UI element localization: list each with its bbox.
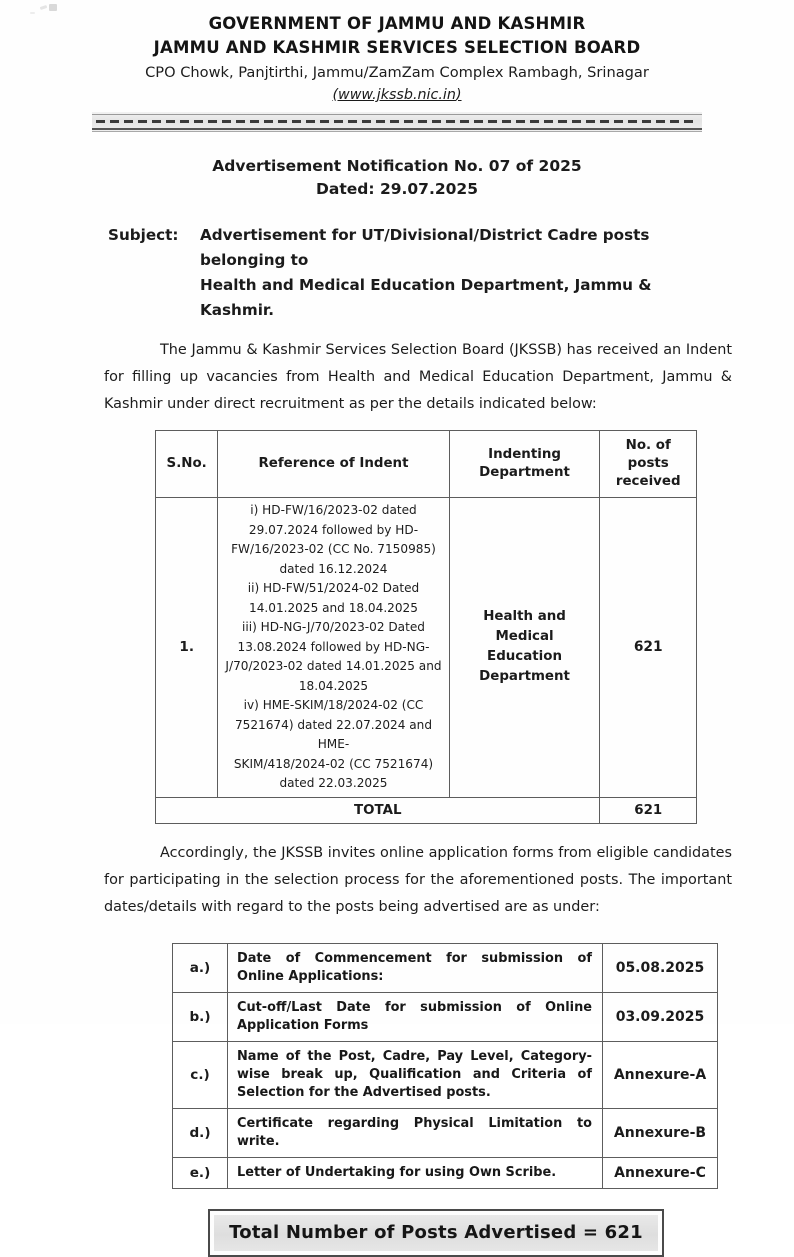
header-posts-line2: received [615,474,681,489]
department-line: Education [487,649,563,665]
table-row [173,1108,718,1157]
paren-close: ) [455,87,462,103]
table-row [173,1157,718,1188]
subject-block [0,223,794,323]
row-value: Annexure-C [603,1157,718,1188]
website-link[interactable]: www.jkssb.nic.in [338,87,456,103]
header-indenting-department-line1: Indenting [488,447,561,462]
row-description: Certificate regarding Physical Limitation to write. [228,1108,603,1157]
subject-text-line2: Health and Medical Education Department, Jammu & Kashmir. [200,276,652,319]
cell-reference-of-indent [218,498,449,798]
reference-line: iii) HD-NG-J/70/2023-02 Dated [242,620,425,634]
reference-line: i) HD-FW/16/2023-02 dated [250,503,417,517]
total-posts-text: Total Number of Posts Advertised = 621 [229,1221,643,1243]
divider-dashed-line [96,120,698,123]
row-description: Name of the Post, Cadre, Pay Level, Category-wise break up, Qualification and Criteria of Selection for the Advertised posts. [228,1041,603,1108]
divider-line-top [92,114,702,115]
accordingly-paragraph: Accordingly, the JKSSB invites online application forms from eligible candidates for participating in the selection process for the aforementioned posts. The important dates/details with regard to the posts being advertised are as under: [104,844,732,915]
row-value: 05.08.2025 [603,943,718,992]
reference-line: iv) HME-SKIM/18/2024-02 (CC [243,698,424,712]
organization-name-line1: GOVERNMENT OF JAMMU AND KASHMIR [208,14,586,33]
notification-date: Dated: 29.07.2025 [316,180,478,198]
reference-line: FW/16/2023-02 (CC No. 7150985) [231,542,436,556]
letterhead [0,0,794,106]
header-indenting-department [449,431,600,498]
row-key: a.) [173,943,228,992]
reference-line: dated 16.12.2024 [279,561,388,576]
notification-heading [0,154,794,201]
indent-table-total-row [156,797,697,823]
indent-table-header-row [156,431,697,498]
row-value: 03.09.2025 [603,992,718,1041]
reference-line: 18.04.2025 [298,678,369,693]
row-description: Date of Commencement for submission of Online Applications: [228,943,603,992]
header-posts-line1: No. of posts [625,438,671,471]
header-no-of-posts-received [600,431,697,498]
scan-artifact [49,4,57,11]
indent-table [155,430,697,824]
row-description: Letter of Undertaking for using Own Scribe. [228,1157,603,1188]
reference-line: 14.01.2025 and 18.04.2025 [249,600,418,615]
total-value: 621 [600,797,697,823]
total-posts-box-inner [214,1215,658,1251]
row-value: Annexure-A [603,1041,718,1108]
divider-line-bottom [92,128,702,130]
reference-line: dated 22.03.2025 [279,776,388,790]
cell-sno: 1. [156,498,218,798]
row-key: c.) [173,1041,228,1108]
cell-indenting-department [449,498,600,798]
intro-paragraph: The Jammu & Kashmir Services Selection Board (JKSSB) has received an Indent for filling up vacancies from Health and Medical Education Department, Jammu & Kashmir under direct recruitment as per the details indicated below: [104,342,732,412]
decorative-divider [92,112,702,132]
department-line: Department [479,669,570,685]
office-address: CPO Chowk, Panjtirthi, Jammu/ZamZam Complex Rambagh, Srinagar [145,64,649,81]
header-sno: S.No. [156,431,218,498]
reference-line: ii) HD-FW/51/2024-02 Dated [247,581,420,595]
table-row [173,992,718,1041]
reference-line: 7521674) dated 22.07.2024 and HME- [234,717,433,751]
table-row [156,498,697,798]
cell-no-of-posts: 621 [600,498,697,798]
subject-text [200,223,726,323]
subject-text-line1: Advertisement for UT/Divisional/District Cadre posts belonging to [200,226,650,269]
scan-artifact [30,12,35,14]
reference-line: 29.07.2024 followed by HD- [248,522,419,537]
total-label: TOTAL [156,797,600,823]
row-key: e.) [173,1157,228,1188]
reference-line: 13.08.2024 followed by HD-NG- [237,639,430,654]
header-reference-of-indent: Reference of Indent [218,431,449,498]
table-row [173,943,718,992]
reference-line: SKIM/418/2024-02 (CC 7521674) [233,756,434,771]
organization-name-line2: JAMMU AND KASHMIR SERVICES SELECTION BOARD [153,38,641,57]
important-dates-table [172,943,718,1189]
reference-line: J/70/2023-02 dated 14.01.2025 and [225,659,442,673]
subject-label: Subject: [108,226,179,244]
row-value: Annexure-B [603,1108,718,1157]
table-row [173,1041,718,1108]
row-description: Cut-off/Last Date for submission of Online Application Forms [228,992,603,1041]
department-line: Health and Medical [483,609,566,645]
row-key: b.) [173,992,228,1041]
notification-number: Advertisement Notification No. 07 of 2025 [212,157,582,175]
divider-line-bottom-thin [92,131,702,132]
total-posts-box [208,1209,664,1257]
row-key: d.) [173,1108,228,1157]
website-line [0,85,794,106]
header-indenting-department-line2: Department [479,465,570,480]
paren-open: ( [332,87,339,103]
